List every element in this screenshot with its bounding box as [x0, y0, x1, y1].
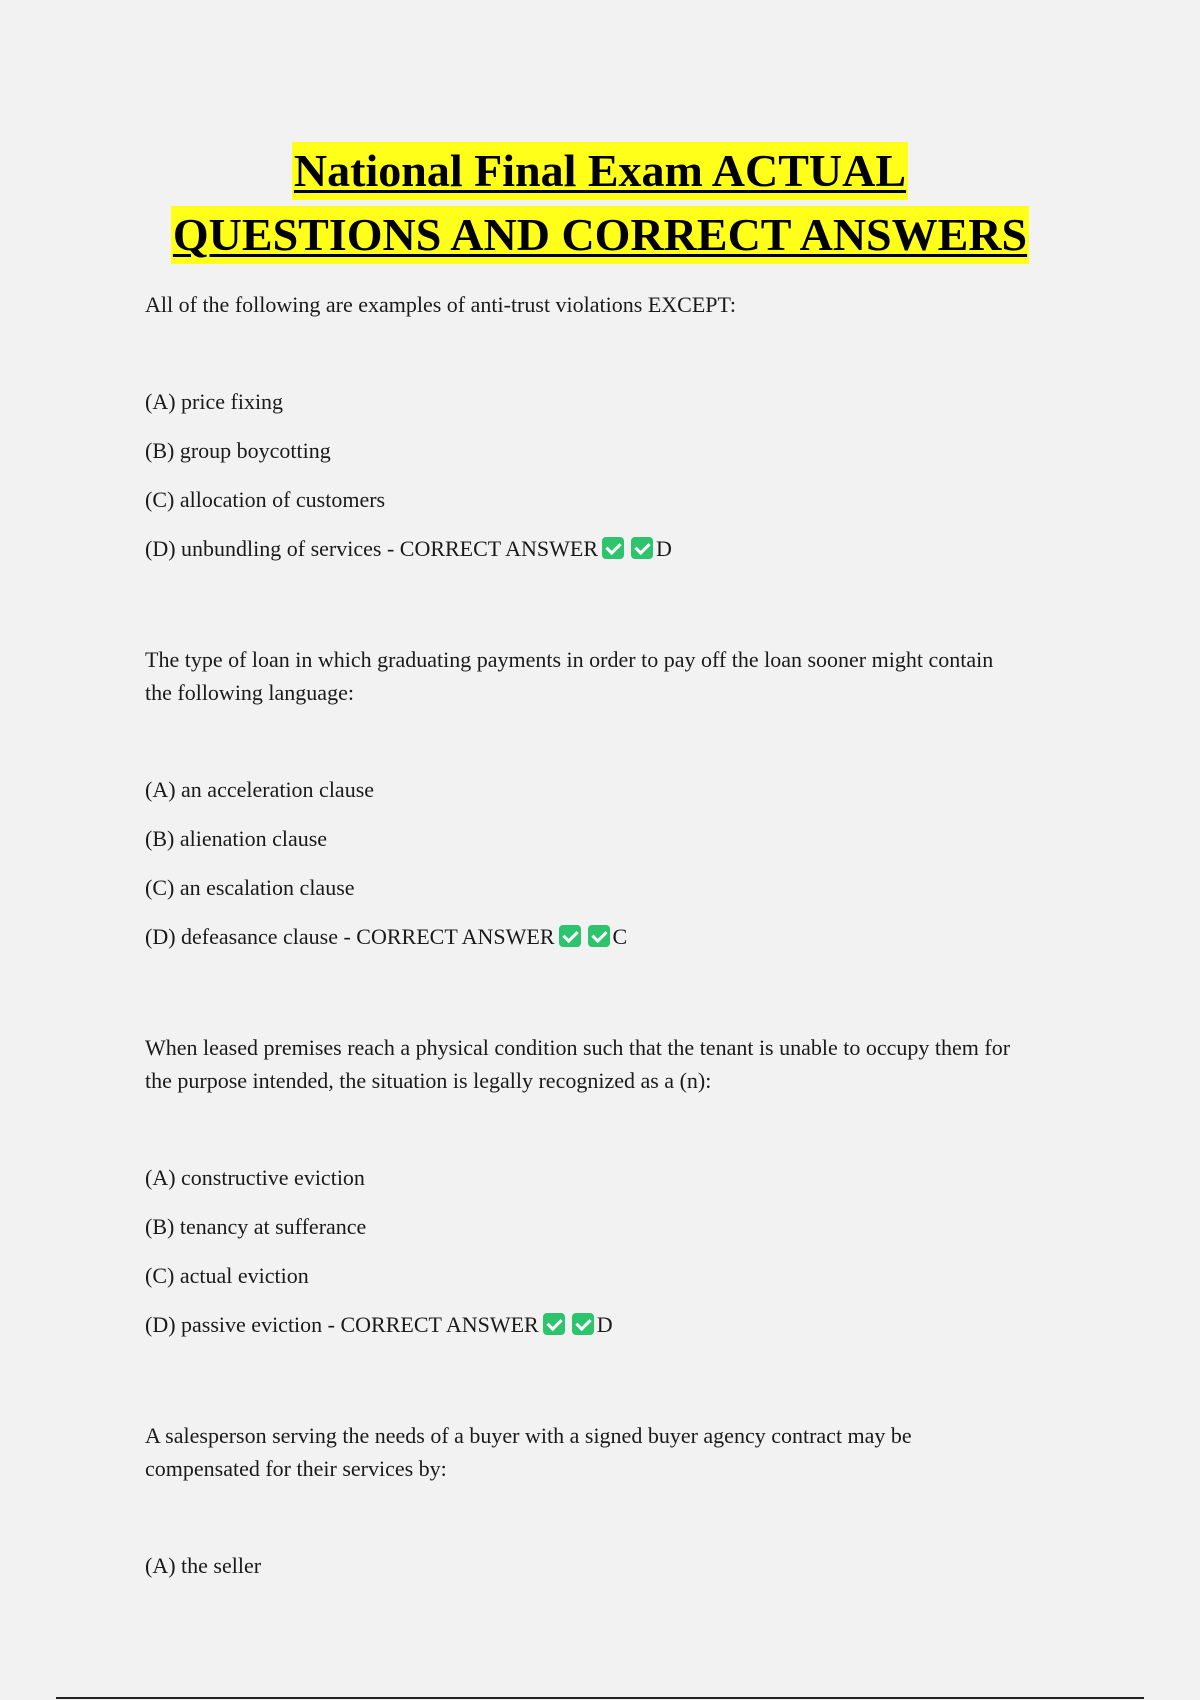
question-text: When leased premises reach a physical condition such that the tenant is unable to occupy them for the purpose intended, the situation is legally recognized as a (n):	[145, 1035, 1011, 1093]
answer-option: (A) constructive eviction	[145, 1165, 365, 1190]
answer-option: (C) allocation of customers	[145, 487, 386, 512]
title-line-1: National Final Exam ACTUAL	[292, 142, 908, 200]
question-text: A salesperson serving the needs of a buyer with a signed buyer agency contract may be compensated for their services by:	[145, 1423, 912, 1481]
answer-option-text: (D) unbundling of services - CORRECT ANSWER	[145, 536, 599, 561]
check-box-icon	[572, 1313, 594, 1335]
correct-answer-letter: D	[656, 536, 672, 561]
correct-answer-option	[145, 1308, 1025, 1341]
correct-answer-option	[145, 532, 1025, 565]
question-block	[145, 1419, 1025, 1582]
answer-option: (B) group boycotting	[145, 438, 331, 463]
question-text: The type of loan in which graduating payments in order to pay off the loan sooner might contain the following language:	[145, 647, 994, 705]
answer-option: (B) tenancy at sufferance	[145, 1214, 367, 1239]
check-box-icon	[543, 1313, 565, 1335]
answer-option: (A) price fixing	[145, 389, 284, 414]
answer-option: (A) an acceleration clause	[145, 777, 375, 802]
correct-answer-option	[145, 920, 1025, 953]
answer-option-text: (D) passive eviction - CORRECT ANSWER	[145, 1312, 539, 1337]
question-text: All of the following are examples of anti-trust violations EXCEPT:	[145, 292, 736, 317]
answer-option: (A) the seller	[145, 1553, 262, 1578]
check-box-icon	[602, 537, 624, 559]
check-box-icon	[588, 925, 610, 947]
question-block	[145, 643, 1025, 1031]
answer-option: (C) actual eviction	[145, 1263, 309, 1288]
question-block	[145, 1031, 1025, 1419]
title-line-2: QUESTIONS AND CORRECT ANSWERS	[171, 206, 1029, 264]
check-box-icon	[559, 925, 581, 947]
check-box-icon	[631, 537, 653, 559]
question-block	[145, 288, 1025, 643]
answer-option: (C) an escalation clause	[145, 875, 355, 900]
document-title	[0, 142, 1200, 270]
correct-answer-letter: C	[612, 924, 628, 949]
answer-option-text: (D) defeasance clause - CORRECT ANSWER	[145, 924, 555, 949]
page-bottom-rule	[56, 1697, 1144, 1699]
question-list	[145, 288, 1025, 1598]
correct-answer-letter: D	[596, 1312, 613, 1337]
answer-option: (B) alienation clause	[145, 826, 328, 851]
